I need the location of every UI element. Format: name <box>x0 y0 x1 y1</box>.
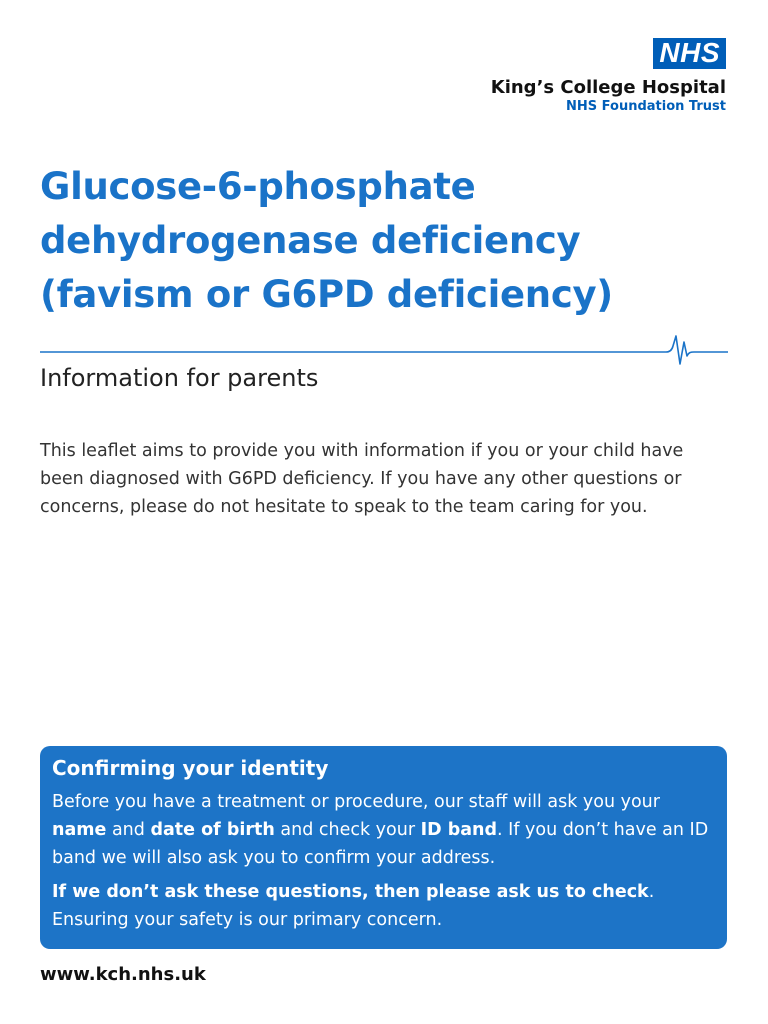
identity-paragraph-2 <box>52 878 715 934</box>
page-title <box>40 160 740 322</box>
org-name: King’s College Hospital <box>490 77 726 98</box>
identity-text-segment: and check your <box>274 820 421 840</box>
identity-text-segment: . <box>648 882 655 902</box>
identity-paragraph-1 <box>52 788 715 872</box>
identity-text-segment: and <box>106 820 151 840</box>
identity-text-segment: Before you have a treatment or procedure, our staff will ask you your <box>52 792 660 812</box>
identity-bold-check: If we don’t ask these questions, then please ask us to check <box>52 882 649 902</box>
identity-heading: Confirming your identity <box>52 756 329 780</box>
identity-panel <box>40 746 727 949</box>
heartbeat-divider <box>40 334 728 366</box>
org-trust: NHS Foundation Trust <box>566 99 726 114</box>
identity-bold-name: name <box>52 820 107 840</box>
identity-text-segment: . If you don’t have an ID band we will also ask you to confirm your address. <box>52 820 709 868</box>
identity-text-segment: Ensuring your safety is our primary concern. <box>52 910 443 930</box>
identity-bold-id-band: ID band <box>420 820 498 840</box>
title-line-2: dehydrogenase deficiency <box>40 219 581 262</box>
title-line-3: (favism or G6PD deficiency) <box>40 273 613 316</box>
intro-paragraph: This leaflet aims to provide you with information if you or your child have been diagnosed with G6PD deficiency. If you have any other questions or concerns, please do not hesitate to speak to the team caring for you. <box>40 441 684 517</box>
nhs-logo-block <box>491 38 726 115</box>
heartbeat-line-icon <box>40 334 728 366</box>
title-line-1: Glucose-6-phosphate <box>40 165 476 208</box>
identity-bold-dob: date of birth <box>150 820 275 840</box>
nhs-logo: NHS <box>653 38 726 69</box>
subtitle: Information for parents <box>40 364 319 392</box>
footer-url: www.kch.nhs.uk <box>40 964 206 985</box>
